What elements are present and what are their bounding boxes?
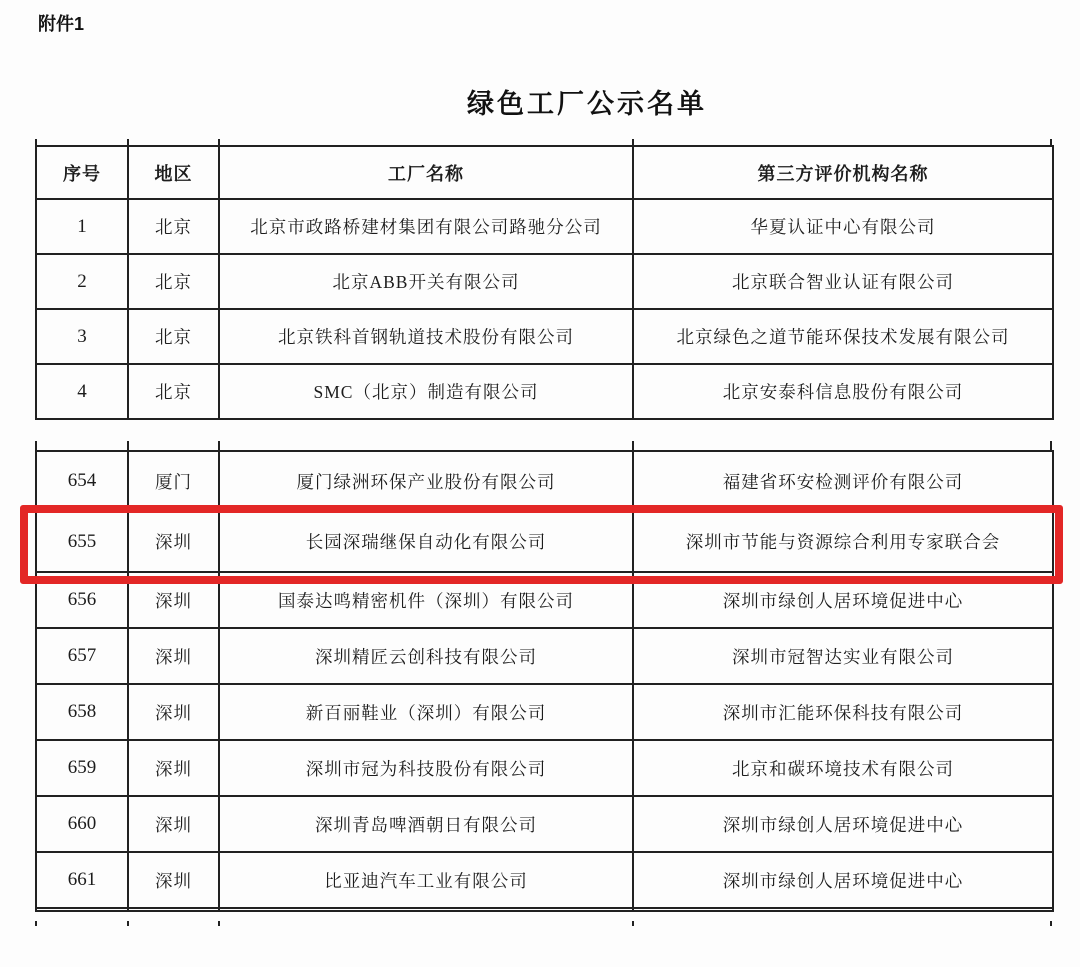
header-region: 地区 — [128, 146, 219, 199]
table-edge-stub — [127, 441, 129, 450]
table-edge-stub — [218, 921, 220, 926]
agency-name-cell: 北京绿色之道节能环保技术发展有限公司 — [633, 309, 1053, 364]
table-edge-stub — [127, 921, 129, 926]
page-title: 绿色工厂公示名单 — [467, 89, 707, 119]
table-row — [36, 852, 1053, 908]
header-factory: 工厂名称 — [219, 146, 633, 199]
table-edge-stub — [1050, 921, 1052, 926]
header-agency: 第三方评价机构名称 — [633, 146, 1053, 199]
green-factory-table-bottom — [35, 450, 1054, 912]
table-edge-stub — [632, 921, 634, 926]
green-factory-table-top — [35, 145, 1054, 420]
serial-cell: 655 — [36, 511, 128, 572]
agency-name-cell: 北京和碳环境技术有限公司 — [633, 740, 1053, 796]
agency-name-cell: 深圳市汇能环保科技有限公司 — [633, 684, 1053, 740]
serial-cell: 660 — [36, 796, 128, 852]
agency-name-cell: 北京联合智业认证有限公司 — [633, 254, 1053, 309]
region-cell: 深圳 — [128, 796, 219, 852]
header-serial: 序号 — [36, 146, 128, 199]
agency-name-cell: 北京安泰科信息股份有限公司 — [633, 364, 1053, 419]
cutoff-cell — [128, 908, 219, 911]
factory-name-cell: 北京铁科首钢轨道技术股份有限公司 — [219, 309, 633, 364]
factory-name-cell: 深圳精匠云创科技有限公司 — [219, 628, 633, 684]
agency-name-cell: 深圳市节能与资源综合利用专家联合会 — [633, 511, 1053, 572]
factory-name-cell: 厦门绿洲环保产业股份有限公司 — [219, 451, 633, 511]
factory-name-cell: SMC（北京）制造有限公司 — [219, 364, 633, 419]
region-cell: 北京 — [128, 364, 219, 419]
serial-cell: 657 — [36, 628, 128, 684]
region-cell: 深圳 — [128, 572, 219, 628]
region-cell: 北京 — [128, 199, 219, 254]
region-cell: 深圳 — [128, 852, 219, 908]
factory-name-cell: 长园深瑞继保自动化有限公司 — [219, 511, 633, 572]
table-row — [36, 572, 1053, 628]
table-row — [36, 451, 1053, 511]
region-cell: 北京 — [128, 309, 219, 364]
serial-cell: 2 — [36, 254, 128, 309]
serial-cell: 658 — [36, 684, 128, 740]
cutoff-cell — [219, 908, 633, 911]
table-edge-stub — [35, 921, 37, 926]
serial-cell: 659 — [36, 740, 128, 796]
agency-name-cell: 深圳市绿创人居环境促进中心 — [633, 572, 1053, 628]
region-cell: 深圳 — [128, 684, 219, 740]
table-row — [36, 740, 1053, 796]
factory-name-cell: 国泰达鸣精密机件（深圳）有限公司 — [219, 572, 633, 628]
table-edge-stub — [35, 441, 37, 450]
factory-name-cell: 新百丽鞋业（深圳）有限公司 — [219, 684, 633, 740]
region-cell: 北京 — [128, 254, 219, 309]
attachment-label: 附件1 — [38, 14, 85, 34]
serial-cell: 1 — [36, 199, 128, 254]
factory-name-cell: 北京市政路桥建材集团有限公司路驰分公司 — [219, 199, 633, 254]
serial-cell: 654 — [36, 451, 128, 511]
region-cell: 厦门 — [128, 451, 219, 511]
cutoff-cell — [633, 908, 1053, 911]
region-cell: 深圳 — [128, 628, 219, 684]
table-edge-stub — [1050, 441, 1052, 450]
table-header-row — [36, 146, 1053, 199]
factory-name-cell: 北京ABB开关有限公司 — [219, 254, 633, 309]
table-row — [36, 309, 1053, 364]
agency-name-cell: 深圳市冠智达实业有限公司 — [633, 628, 1053, 684]
agency-name-cell: 福建省环安检测评价有限公司 — [633, 451, 1053, 511]
table-row-highlighted — [36, 511, 1053, 572]
table-row — [36, 796, 1053, 852]
table-edge-stub — [632, 441, 634, 450]
serial-cell: 4 — [36, 364, 128, 419]
agency-name-cell: 深圳市绿创人居环境促进中心 — [633, 852, 1053, 908]
cutoff-cell — [36, 908, 128, 911]
factory-name-cell: 深圳市冠为科技股份有限公司 — [219, 740, 633, 796]
region-cell: 深圳 — [128, 740, 219, 796]
agency-name-cell: 华夏认证中心有限公司 — [633, 199, 1053, 254]
table-edge-stub — [218, 441, 220, 450]
table-row — [36, 684, 1053, 740]
cutoff-row — [36, 908, 1053, 911]
table-row — [36, 364, 1053, 419]
serial-cell: 3 — [36, 309, 128, 364]
region-cell: 深圳 — [128, 511, 219, 572]
factory-name-cell: 比亚迪汽车工业有限公司 — [219, 852, 633, 908]
agency-name-cell: 深圳市绿创人居环境促进中心 — [633, 796, 1053, 852]
table-row — [36, 254, 1053, 309]
table-row — [36, 199, 1053, 254]
table-row — [36, 628, 1053, 684]
serial-cell: 656 — [36, 572, 128, 628]
factory-name-cell: 深圳青岛啤酒朝日有限公司 — [219, 796, 633, 852]
serial-cell: 661 — [36, 852, 128, 908]
